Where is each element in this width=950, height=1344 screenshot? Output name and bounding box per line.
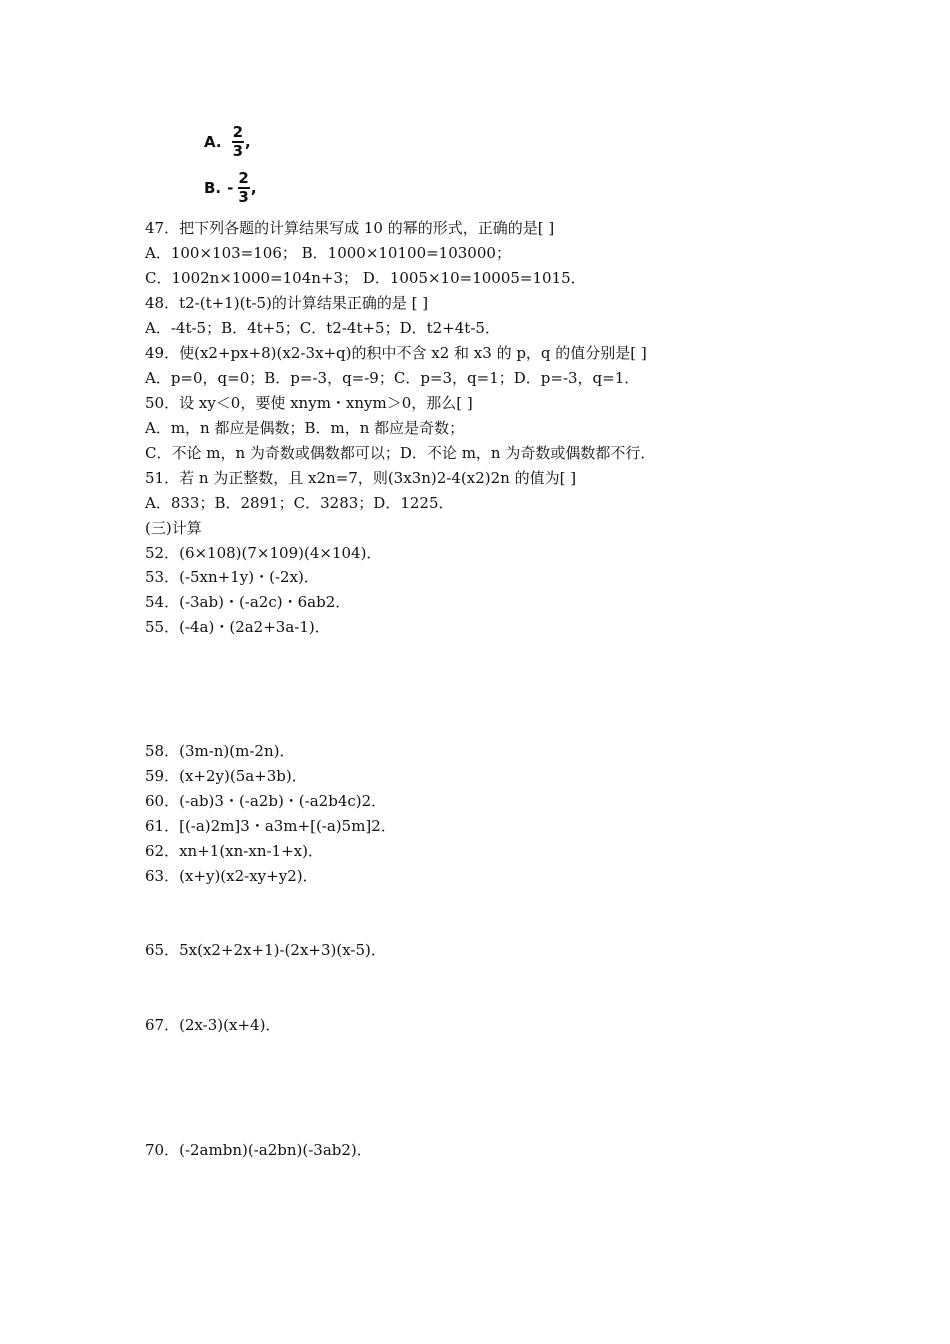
q49-options: A．p=0，q=0；B．p=-3，q=-9；C．p=3，q=1；D．p=-3，q=1． xyxy=(145,369,640,387)
option-sign: - xyxy=(227,178,234,197)
denominator: 3 xyxy=(238,187,249,206)
problem-61: 61．[(-a)2m]3・a3m+[(-a)5m]2． xyxy=(145,817,396,835)
option-label: A. xyxy=(204,132,222,151)
denominator: 3 xyxy=(232,141,244,160)
q50-options-ab: A．m，n 都应是偶数；B．m，n 都应是奇数； xyxy=(145,419,465,437)
problem-58: 58．(3m-n)(m-2n)． xyxy=(145,742,295,760)
problem-55: 55．(-4a)・(2a2+3a-1)． xyxy=(145,618,330,636)
fraction xyxy=(237,170,249,206)
q51-options: A．833；B．2891；C．3283；D．1225． xyxy=(145,494,454,512)
problem-59: 59．(x+2y)(5a+3b)． xyxy=(145,767,307,785)
problem-54: 54．(-3ab)・(-a2c)・6ab2． xyxy=(145,593,351,611)
option-b-fraction xyxy=(204,170,257,206)
problem-63: 63．(x+y)(x2-xy+y2)． xyxy=(145,867,318,885)
problem-62: 62．xn+1(xn-xn-1+x)． xyxy=(145,842,323,860)
problem-60: 60．(-ab)3・(-a2b)・(-a2b4c)2． xyxy=(145,792,387,810)
question-48: 48．t2-(t+1)(t-5)的计算结果正确的是 [ ] xyxy=(145,294,429,312)
numerator: 2 xyxy=(232,123,244,141)
question-50: 50．设 xy＜0，要使 xnym・xnym＞0，那么[ ] xyxy=(145,394,473,412)
problem-70: 70．(-2ambn)(-a2bn)(-3ab2)． xyxy=(145,1141,372,1159)
option-label: B. xyxy=(204,178,222,197)
question-47: 47．把下列各题的计算结果写成 10 的幂的形式，正确的是[ ] xyxy=(145,219,555,237)
question-51: 51．若 n 为正整数，且 x2n=7，则(3x3n)2-4(x2)2n 的值为[ ] xyxy=(145,469,577,487)
section-heading: (三)计算 xyxy=(145,519,202,537)
q47-options-ab: A．100×103=106； B．1000×10100=103000； xyxy=(145,244,511,262)
fraction xyxy=(232,124,244,160)
problem-52: 52．(6×108)(7×109)(4×104)． xyxy=(145,544,382,562)
q50-options-cd: C．不论 m，n 为奇数或偶数都可以；D．不论 m，n 为奇数或偶数都不行． xyxy=(145,444,656,462)
numerator: 2 xyxy=(238,169,249,187)
option-a-fraction xyxy=(204,124,251,160)
question-49: 49．使(x2+px+8)(x2-3x+q)的积中不含 x2 和 x3 的 p，q 的值分别是[ ] xyxy=(145,344,647,362)
q47-options-cd: C．1002n×1000=104n+3； D．1005×10=10005=1015． xyxy=(145,269,586,287)
problem-53: 53．(-5xn+1y)・(-2x)． xyxy=(145,568,319,586)
option-tail: , xyxy=(250,178,257,197)
problem-67: 67．(2x-3)(x+4)． xyxy=(145,1016,281,1034)
problem-65: 65．5x(x2+2x+1)-(2x+3)(x-5)． xyxy=(145,941,386,959)
q48-options: A．-4t-5；B．4t+5；C．t2-4t+5；D．t2+4t-5． xyxy=(145,319,500,337)
option-tail: , xyxy=(245,132,251,151)
